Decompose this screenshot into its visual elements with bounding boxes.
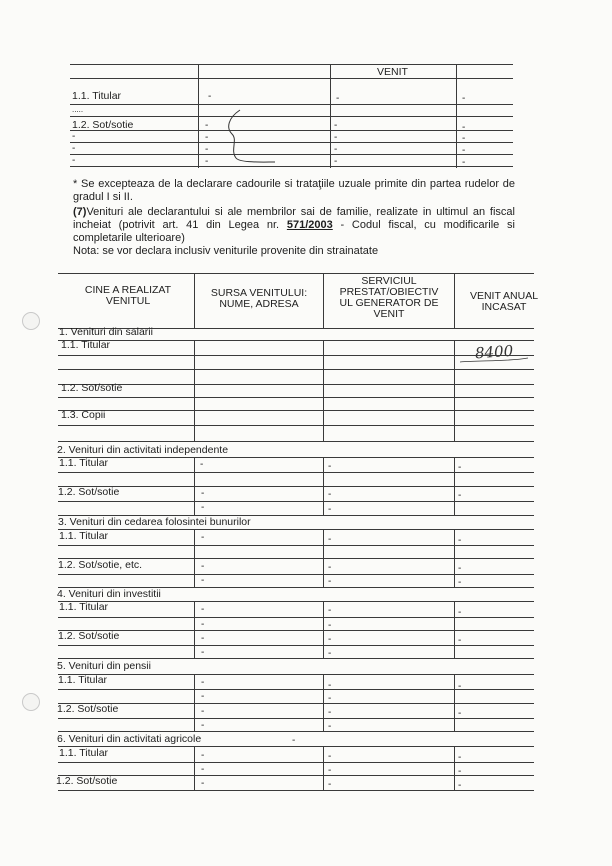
dash-mark: - [208, 91, 212, 102]
main-table-col [194, 457, 195, 515]
main-table-line [58, 472, 534, 473]
dash-mark: - [328, 634, 332, 645]
dash-mark: - [462, 145, 466, 156]
dash-mark: - [328, 562, 332, 573]
dash-mark: - [458, 607, 462, 618]
main-table-line [58, 545, 534, 546]
row-label: 1.2. Sot/sotie [58, 630, 120, 642]
dash-mark: - [328, 680, 332, 691]
dash-mark: - [458, 681, 462, 692]
dash-mark: - [201, 619, 205, 630]
main-table-line [58, 501, 534, 502]
main-table-col [323, 529, 324, 587]
dash-mark: - [328, 489, 332, 500]
law-number: 571/2003 [286, 219, 333, 231]
top-table-row-label: 1.2. Sot/sotie [72, 119, 134, 131]
section-4-title: 4. Venituri din investitii [57, 588, 161, 600]
main-table-line [58, 674, 534, 675]
dash-mark: - [334, 144, 338, 155]
dash-mark: - [328, 605, 332, 616]
main-table-line [58, 689, 534, 690]
dash-mark: - [334, 156, 338, 167]
main-table-col [454, 529, 455, 587]
row-label: 1.3. Copii [61, 409, 106, 421]
dash-mark: - [334, 132, 338, 143]
dash-mark: - [201, 677, 205, 688]
top-table-row-label: 1.1. Titular [72, 90, 122, 102]
row-label: 1.2. Sot/sotie [58, 486, 120, 498]
dash-mark: - [462, 157, 466, 168]
dash-mark: - [201, 633, 205, 644]
main-table-line [58, 645, 534, 646]
dash-mark: - [201, 561, 205, 572]
dash-mark: - [205, 120, 209, 131]
dash-mark: - [200, 459, 204, 470]
main-table-line [58, 486, 534, 487]
dash-mark: - [292, 735, 296, 746]
main-table-col [194, 746, 195, 790]
main-table-line [58, 746, 534, 747]
dash-mark: - [328, 534, 332, 545]
main-table-line [58, 703, 534, 704]
row-label: 1.1. Titular [59, 601, 109, 613]
dash-mark: - [72, 131, 76, 142]
dash-mark: - [201, 720, 205, 731]
dash-mark: - [201, 750, 205, 761]
main-table-line [58, 762, 534, 763]
row-label: 1.2. Sot/sotie [61, 382, 123, 394]
section-3-title: 3. Venituri din cedarea folosintei bunurilor [58, 516, 251, 528]
dash-mark: - [458, 780, 462, 791]
dash-mark: - [328, 707, 332, 718]
dash-mark: - [201, 764, 205, 775]
col-header-service: SERVICIUL PRESTAT/OBIECTIV UL GENERATOR DE VENIT [339, 275, 439, 320]
row-label: 1.1. Titular [59, 530, 109, 542]
dash-mark: - [328, 779, 332, 790]
main-table-line [58, 574, 534, 575]
main-table-col [323, 674, 324, 732]
dash-mark: - [458, 635, 462, 646]
dash-mark: - [328, 648, 332, 659]
main-table-line [58, 617, 534, 618]
main-table-line [58, 775, 534, 776]
dash-mark: - [328, 620, 332, 631]
main-table-line [58, 529, 534, 530]
main-table-line [58, 457, 534, 458]
dash-mark: - [328, 576, 332, 587]
dash-mark: - [328, 504, 332, 515]
dash-mark: - [328, 751, 332, 762]
main-table-line [58, 630, 534, 631]
dash-mark: - [328, 721, 332, 732]
section-1-title: 1. Venituri din salarii [59, 326, 153, 338]
col-header-source: SURSA VENITULUI: NUME, ADRESA [210, 287, 308, 310]
main-table-col [194, 674, 195, 732]
dash-mark: - [334, 120, 338, 131]
row-label: 1.2. Sot/sotie [57, 703, 119, 715]
section-7-number: (7) [73, 206, 87, 218]
dash-mark: - [458, 563, 462, 574]
main-table-col [454, 457, 455, 515]
main-table-col [323, 746, 324, 790]
handwritten-income-value: 8400 [474, 341, 514, 363]
main-table-col [454, 746, 455, 790]
top-table-row-label: ..... [72, 105, 84, 114]
top-table-header: VENIT [377, 66, 408, 78]
dash-mark: - [201, 691, 205, 702]
dash-mark: - [201, 502, 205, 513]
dash-mark: - [328, 461, 332, 472]
row-label: 1.1. Titular [59, 747, 109, 759]
row-label: 1.1. Titular [59, 457, 109, 469]
main-table-col [323, 601, 324, 659]
main-table-line [58, 601, 534, 602]
dash-mark: - [458, 708, 462, 719]
row-label: 1.1. Titular [61, 339, 111, 351]
dash-mark: - [201, 647, 205, 658]
dash-mark: - [462, 93, 466, 104]
dash-mark: - [458, 535, 462, 546]
section-7-text-b: - Codul fiscal, cu modificarile si completarile ulterioare) [73, 219, 515, 244]
dash-mark: - [72, 155, 76, 166]
main-table-col [194, 601, 195, 659]
note-foreign: Nota: se vor declara inclusiv veniturile provenite din strainatate [73, 245, 379, 257]
col-header-income: VENIT ANUAL INCASAT [469, 290, 539, 313]
dash-mark: - [201, 604, 205, 615]
dash-mark: - [205, 144, 209, 155]
dash-mark: - [201, 532, 205, 543]
dash-mark: - [458, 462, 462, 473]
main-table-line [58, 718, 534, 719]
dash-mark: - [462, 133, 466, 144]
dash-mark: - [205, 156, 209, 167]
dash-mark: - [328, 765, 332, 776]
section-7-text-a: Venituri ale declarantului si ale membrilor sai de familie, realizate in ultimul an fiscal incheiat (potrivit art. 41 din Legea nr. [73, 206, 515, 231]
row-label: 1.1. Titular [58, 674, 108, 686]
col-header-who: CINE A REALIZAT VENITUL [84, 284, 172, 307]
main-table-col [323, 457, 324, 515]
dash-mark: - [201, 706, 205, 717]
dash-mark: - [462, 122, 466, 133]
dash-mark: - [72, 143, 76, 154]
dash-mark: - [201, 778, 205, 789]
main-table-line [58, 790, 534, 791]
dash-mark: - [328, 693, 332, 704]
dash-mark: - [458, 577, 462, 588]
dash-mark: - [458, 766, 462, 777]
section-2-title: 2. Venituri din activitati independente [57, 444, 229, 456]
dash-mark: - [201, 575, 205, 586]
row-label: 1.2. Sot/sotie [56, 775, 118, 787]
dash-mark: - [336, 93, 340, 104]
section-6-title: 6. Venituri din activitati agricole [57, 733, 202, 745]
dash-mark: - [458, 490, 462, 501]
dash-mark: - [201, 488, 205, 499]
main-table-col [194, 529, 195, 587]
section-5-title: 5. Venituri din pensii [57, 660, 151, 672]
dash-mark: - [205, 132, 209, 143]
main-table-line [58, 658, 534, 659]
main-table-line [58, 731, 534, 732]
main-table-col [454, 674, 455, 732]
row-label: 1.2. Sot/sotie, etc. [58, 559, 143, 571]
dash-mark: - [458, 752, 462, 763]
note-gifts: * Se excepteaza de la declarare cadourile si trataţiile uzuale primite din partea rudelor de gradul I si II. [73, 178, 515, 203]
main-table-col [454, 601, 455, 659]
